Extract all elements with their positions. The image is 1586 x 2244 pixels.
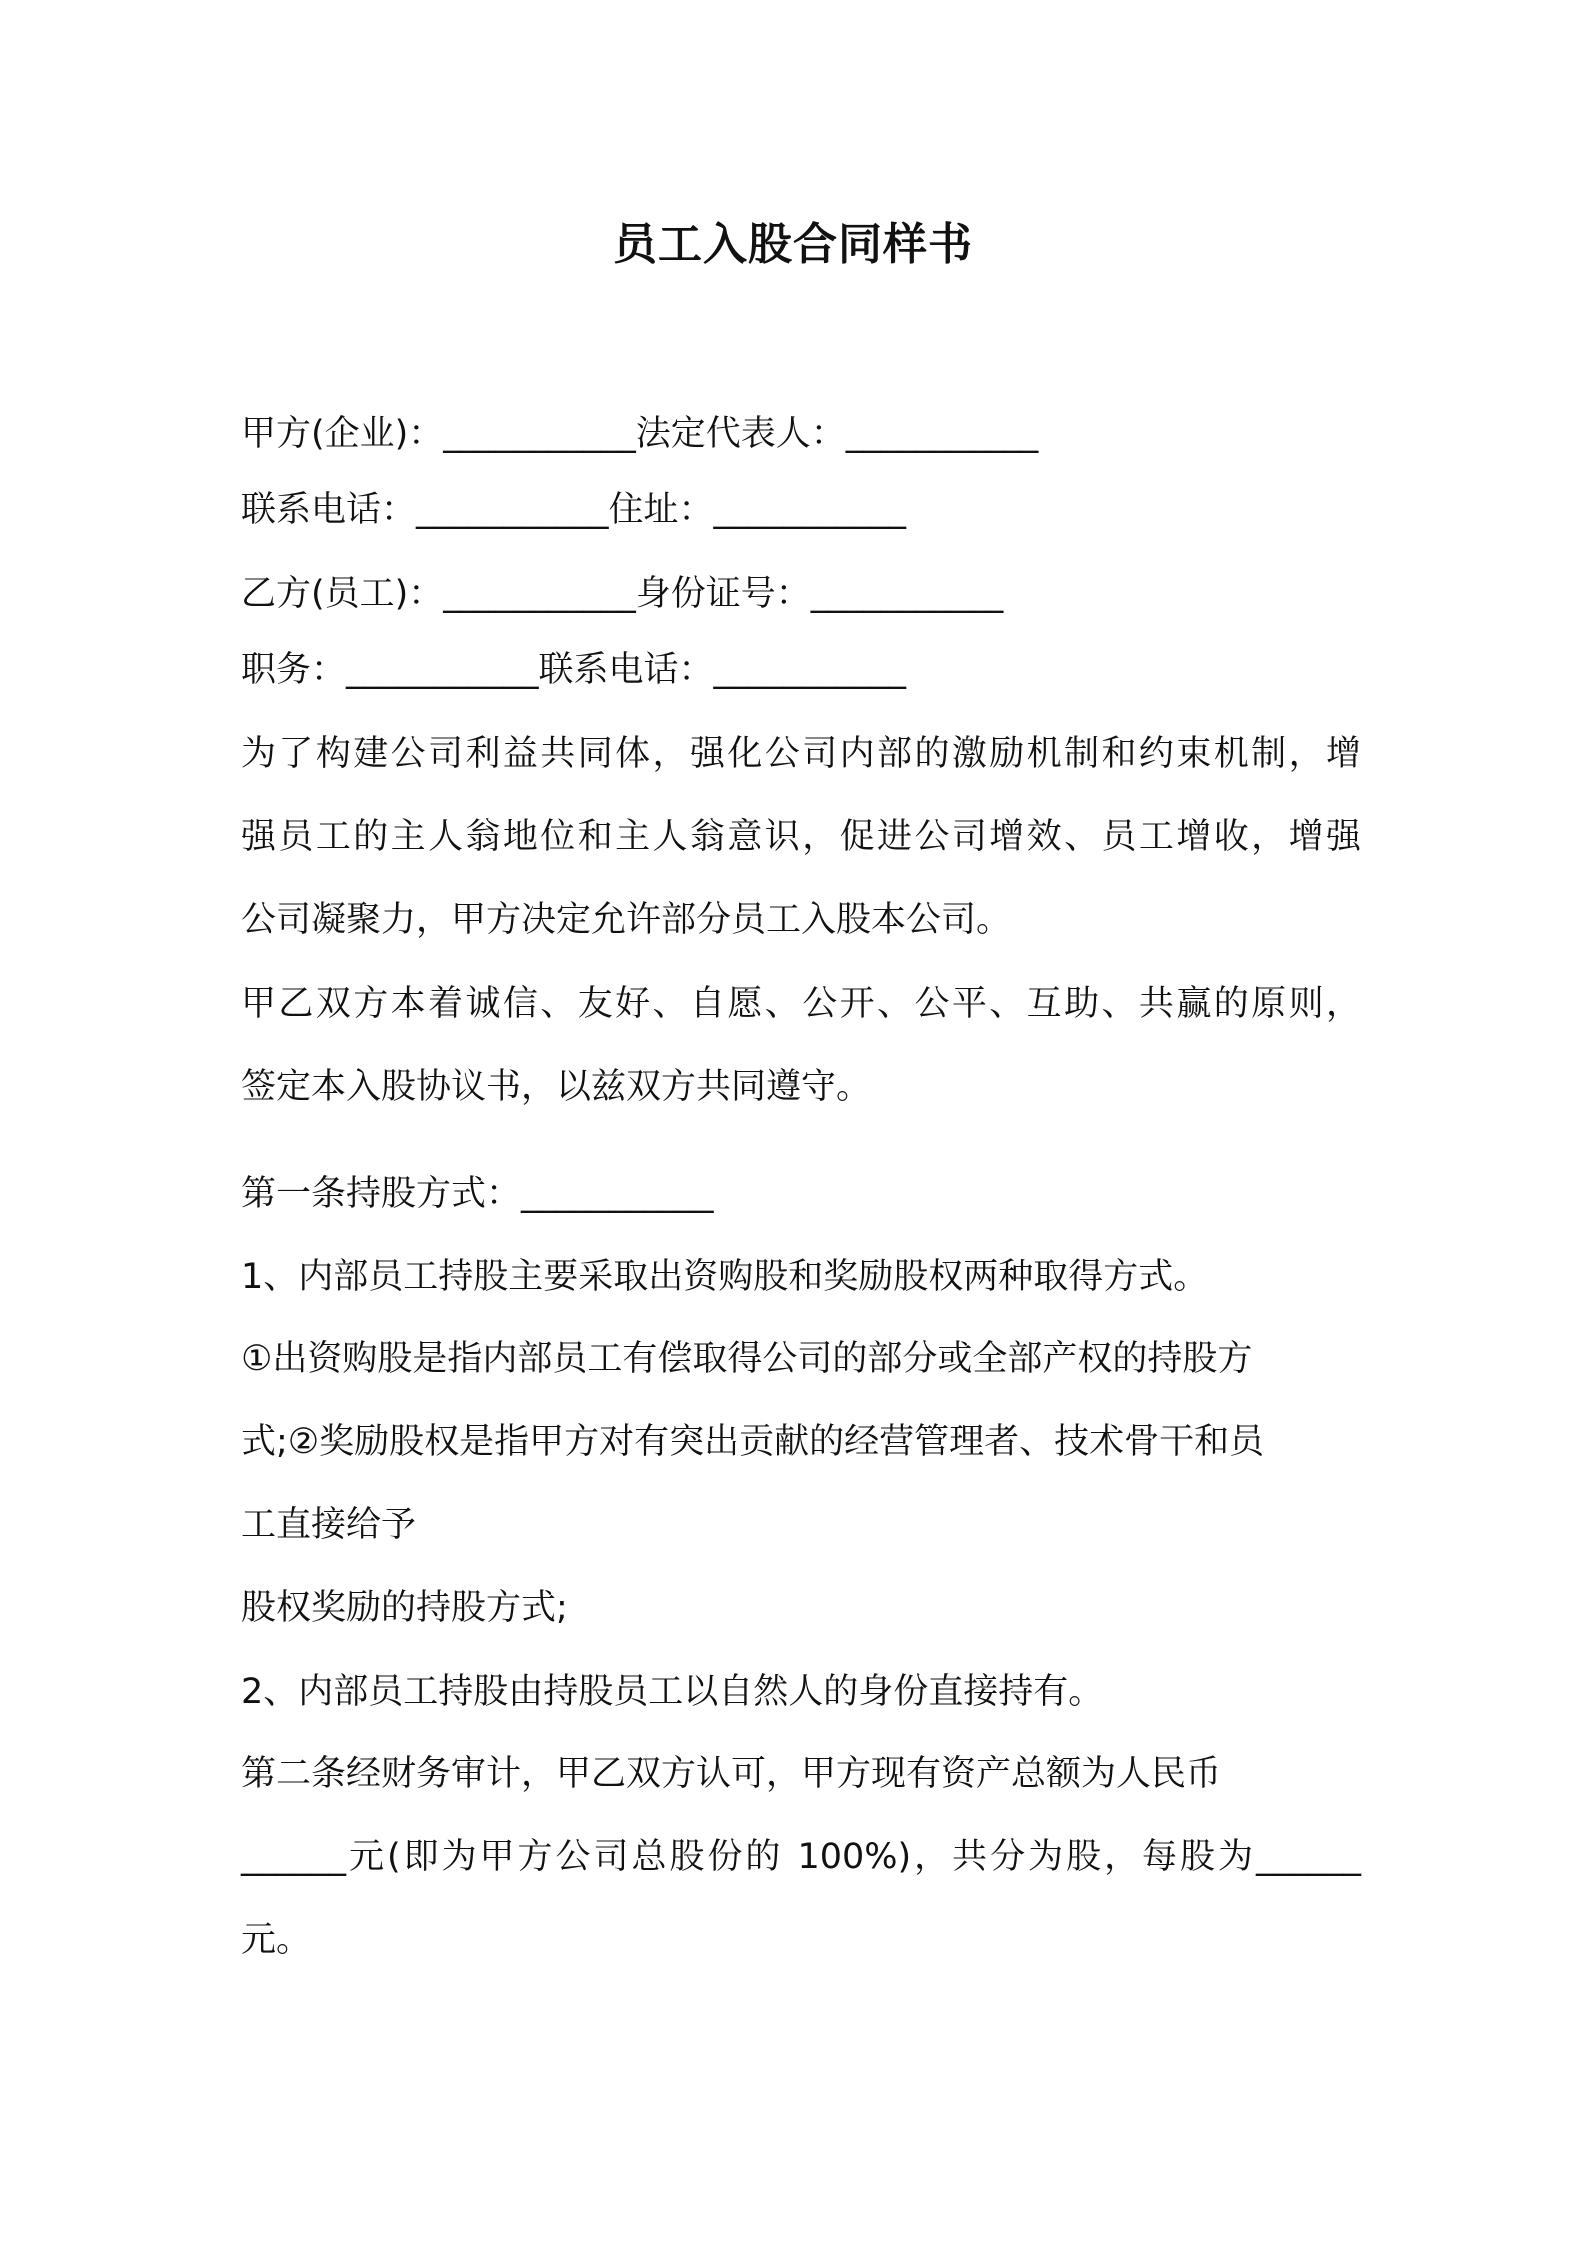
article-2-paragraph	[241, 1750, 1361, 1999]
article-1-detail-line-1: ①出资购股是指内部员工有偿取得公司的部分或全部产权的持股方	[241, 1339, 1253, 1379]
intro-paragraph	[241, 730, 1361, 979]
article-1-detail	[241, 1335, 1361, 1667]
article-1-item-1: 1、内部员工持股主要采取出资购股和奖励股权两种取得方式。	[241, 1257, 1209, 1297]
party-b-position-line: 职务：___________联系电话：___________	[241, 650, 907, 690]
party-a-line: 甲方(企业)：___________法定代表人：___________	[241, 414, 1039, 454]
principles-line-1: 甲乙双方本着诚信、友好、自愿、公开、公平、互助、共赢的原则，	[241, 984, 1361, 1024]
intro-line-3: 公司凝聚力，甲方决定允许部分员工入股本公司。	[241, 900, 1012, 940]
article-1-detail-line-2: 式;②奖励股权是指甲方对有突出贡献的经营管理者、技术骨干和员	[241, 1422, 1265, 1462]
intro-line-1: 为了构建公司利益共同体，强化公司内部的激励机制和约束机制，增	[241, 734, 1361, 774]
party-a-contact-line: 联系电话：___________住址：___________	[241, 490, 907, 530]
article-1-detail-line-3: 工直接给予	[241, 1505, 417, 1545]
article-1-detail-line-4: 股权奖励的持股方式;	[241, 1588, 568, 1628]
intro-line-2: 强员工的主人翁地位和主人翁意识，促进公司增效、员工增收，增强	[241, 817, 1361, 857]
article-2-line-1: 第二条经财务审计，甲乙双方认可，甲方现有资产总额为人民币	[241, 1754, 1222, 1794]
article-1-item-2: 2、内部员工持股由持股员工以自然人的身份直接持有。	[241, 1672, 1104, 1712]
document-title: 员工入股合同样书	[613, 219, 973, 270]
party-b-line: 乙方(员工)：___________身份证号：___________	[241, 574, 1004, 614]
principles-line-2: 签定本入股协议书，以兹双方共同遵守。	[241, 1067, 872, 1107]
article-2-line-2: ______元(即为甲方公司总股份的 100%)，共分为股，每股为______	[241, 1837, 1361, 1877]
article-2-line-3: 元。	[241, 1920, 312, 1960]
principles-paragraph	[241, 980, 1361, 1146]
article-1-heading: 第一条持股方式：___________	[241, 1174, 714, 1214]
